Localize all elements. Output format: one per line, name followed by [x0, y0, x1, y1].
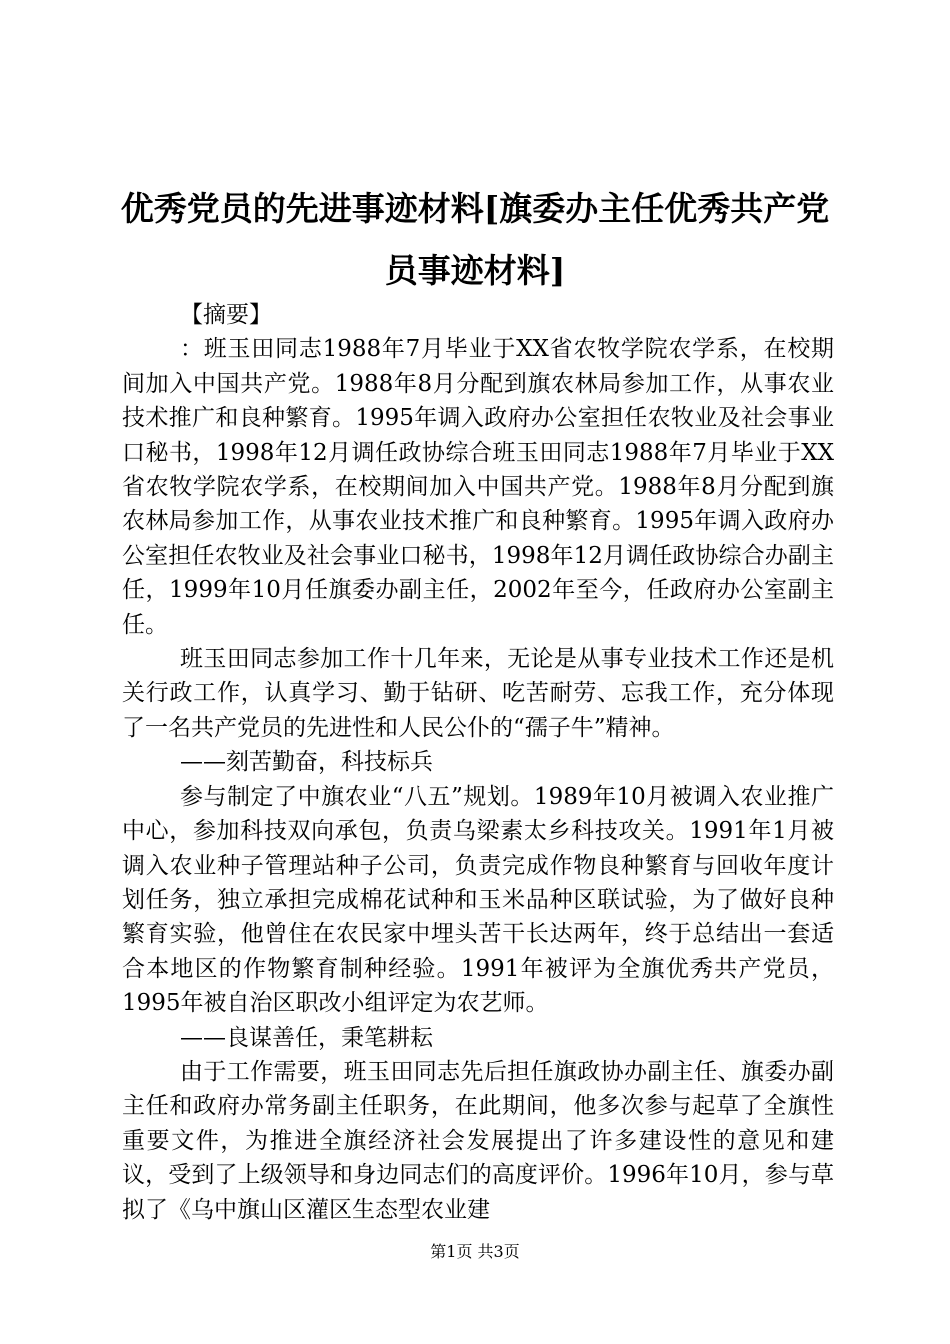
document-title: 优秀党员的先进事迹材料[旗委办主任优秀共产党员事迹材料]	[120, 189, 830, 290]
paragraph-abstract: ：班玉田同志1988年7月毕业于XX省农牧学院农学系，在校期间加入中国共产党。1988年8月分配到旗农林局参加工作，从事农业技术推广和良种繁育。1995年调入政府办公室担任农牧业及社会事业口秘书，1998年12月调任政协综合班玉田同志1988年7月毕业于XX省农牧学院农学系，在校期间加入中国共产党。1988年8月分配到旗农林局参加工作，从事农业技术推广和良种繁育。1995年调入政府办公室担任农牧业及社会事业口秘书，1998年12月调任政协综合办副主任，1999年10月任旗委办副主任，2002年至今，任政府办公室副主任。	[122, 336, 834, 638]
page-footer: 第1页 共3页	[430, 1242, 520, 1261]
section-heading-1: ——刻苦勤奋，科技标兵	[180, 749, 433, 776]
document-body	[122, 298, 834, 1227]
abstract-label: 【摘要】	[180, 302, 272, 328]
section-heading-2: ——良谋善任，秉笔耕耘	[180, 1024, 433, 1051]
paragraph-summary: 班玉田同志参加工作十几年来，无论是从事专业技术工作还是机关行政工作，认真学习、勤于钻研、吃苦耐劳、忘我工作，充分体现了一名共产党员的先进性和人民公仆的“孺子牛”精神。	[122, 646, 834, 741]
paragraph-section-2: 由于工作需要，班玉田同志先后担任旗政协办副主任、旗委办副主任和政府办常务副主任职务，在此期间，他多次参与起草了全旗性重要文件，为推进全旗经济社会发展提出了许多建设性的意见和建议，受到了上级领导和身边同志们的高度评价。1996年10月，参与草拟了《乌中旗山区灌区生态型农业建	[122, 1058, 834, 1223]
paragraph-section-1: 参与制定了中旗农业“八五”规划。1989年10月被调入农业推广中心，参加科技双向承包，负责乌梁素太乡科技攻关。1991年1月被调入农业种子管理站种子公司，负责完成作物良种繁育与回收年度计划任务，独立承担完成棉花试种和玉米品种区联试验，为了做好良种繁育实验，他曾住在农民家中埋头苦干长达两年，终于总结出一套适合本地区的作物繁育制种经验。1991年被评为全旗优秀共产党员，1995年被自治区职改小组评定为农艺师。	[122, 783, 834, 1017]
